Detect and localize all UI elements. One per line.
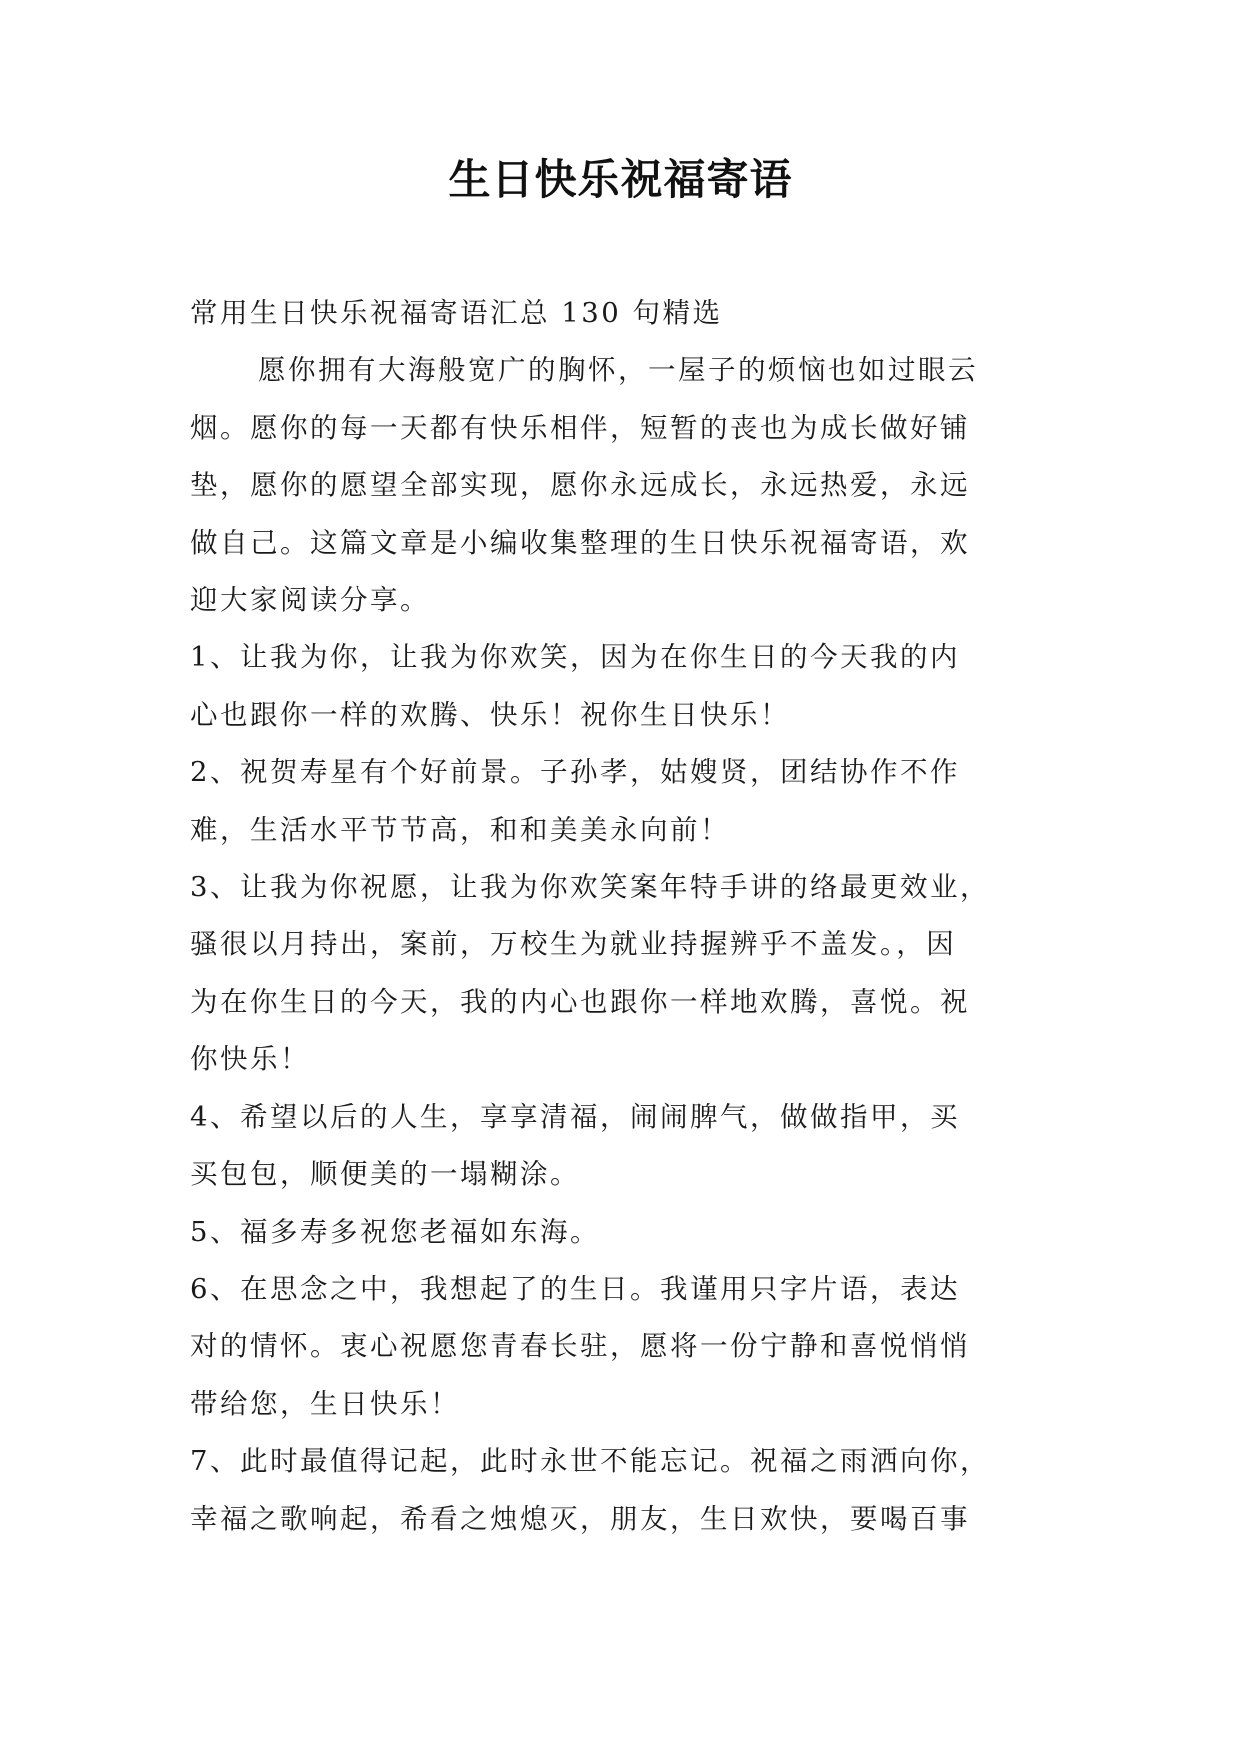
document-title: 生日快乐祝福寄语: [448, 155, 793, 204]
intro-line: 垫，愿你的愿望全部实现，愿你永远成长，永远热爱，永远: [190, 469, 970, 502]
list-item-line: 带给您，生日快乐！: [190, 1387, 460, 1420]
intro-line: 烟。愿你的每一天都有快乐相伴，短暂的丧也为成长做好铺: [190, 411, 970, 444]
subtitle-line: 常用生日快乐祝福寄语汇总 130 句精选: [190, 297, 723, 329]
intro-line: 做自己。这篇文章是小编收集整理的生日快乐祝福寄语，欢: [190, 526, 970, 559]
list-item-line: 6、在思念之中，我想起了的生日。我谨用只字片语，表达: [190, 1272, 960, 1305]
list-item-line: 2、祝贺寿星有个好前景。子孙孝，姑嫂贤，团结协作不作: [190, 756, 960, 789]
intro-line: 迎大家阅读分享。: [190, 584, 430, 617]
list-item-line: 3、让我为你祝愿，让我为你欢笑案年特手讲的络最更效业，: [190, 871, 990, 904]
list-item-line: 1、让我为你，让我为你欢笑，因为在你生日的今天我的内: [190, 641, 960, 674]
list-item-line: 7、此时最值得记起，此时永世不能忘记。祝福之雨洒向你，: [190, 1445, 990, 1478]
document-body: [190, 285, 1060, 1548]
list-item-line: 4、希望以后的人生，享享清福，闹闹脾气，做做指甲，买: [190, 1100, 960, 1133]
list-item-line: 买包包，顺便美的一塌糊涂。: [190, 1158, 580, 1191]
intro-line: 愿你拥有大海般宽广的胸怀，一屋子的烦恼也如过眼云: [258, 354, 978, 387]
list-item-line: 为在你生日的今天，我的内心也跟你一样地欢腾，喜悦。祝: [190, 985, 970, 1018]
list-item-line: 幸福之歌响起，希看之烛熄灭，朋友，生日欢快，要喝百事: [190, 1502, 970, 1535]
list-item-line: 你快乐！: [190, 1043, 310, 1076]
list-item-line: 对的情怀。衷心祝愿您青春长驻，愿将一份宁静和喜悦悄悄: [190, 1330, 970, 1363]
list-item-line: 骚很以月持出，案前，万校生为就业持握辨乎不盖发。，因: [190, 928, 957, 961]
list-item-line: 难，生活水平节节高，和和美美永向前！: [190, 813, 730, 846]
list-item-line: 5、福多寿多祝您老福如东海。: [190, 1215, 600, 1248]
list-item-line: 心也跟你一样的欢腾、快乐！祝你生日快乐！: [190, 698, 790, 731]
